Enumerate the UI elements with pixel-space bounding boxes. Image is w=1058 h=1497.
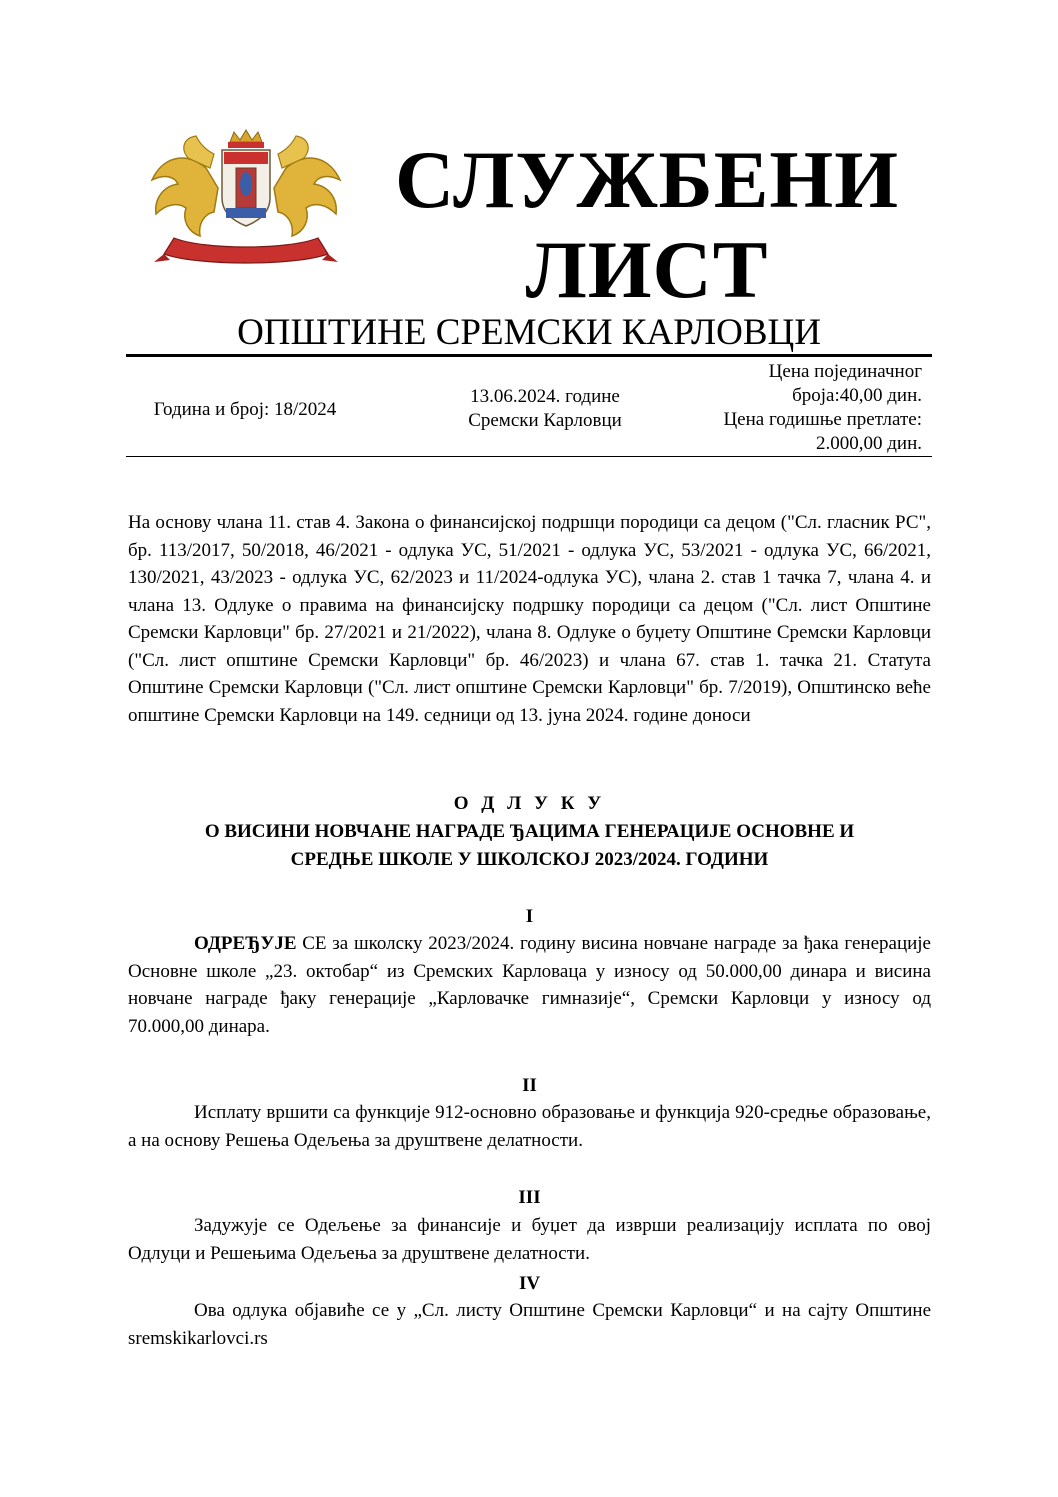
issue-year-number: Година и број: 18/2024	[153, 399, 337, 420]
header-rule-top	[126, 354, 932, 357]
header-rule-bottom	[126, 456, 932, 457]
section-1-text	[128, 930, 931, 1040]
price-annual-line1: Цена годишње претлате:	[723, 409, 922, 430]
decision-subheading-line2: СРЕДЊЕ ШКОЛЕ У ШКОЛСКОЈ 2023/2024. ГОДИНИ	[290, 849, 769, 870]
price-single-line1: Цена појединачног	[768, 361, 922, 382]
preamble-paragraph: На основу члана 11. став 4. Закона о финансијској подршци породици са децом ("Сл. гласник РС", бр. 113/2017, 50/2018, 46/2021 - одлука УС, 51/2021 - одлука УС, 53/2021 - одлука УС, 66/2021, 130/2021, 43/2023 - одлука УС, 62/2023 и 11/2024-одлука УС), члана 2. став 1 тачка 7, члана 4. и члана 13. Одлуке о правима на финансијску подршку породици са децом ("Сл. лист Општине Сремски Карловци" бр. 27/2021 и 21/2022), члана 8. Одлуке о буџету Општине Сремски Карловци ("Сл. лист општине Сремски Карловци" бр. 46/2023) и члана 67. став 1. тачка 21. Статута Општине Сремски Карловци ("Сл. лист општине Сремски Карловци" бр. 7/2019), Општинско веће општине Сремски Карловци на 149. седници од 13. јуна 2024. године доноси	[128, 512, 931, 726]
section-numeral-1: I	[525, 906, 534, 927]
section-1-lead: ОДРЕЂУЈЕ	[194, 933, 297, 954]
price-single-line2: броја:40,00 дин.	[792, 385, 922, 406]
section-numeral-2: II	[522, 1075, 537, 1096]
issue-date-place	[430, 385, 660, 433]
issue-prices	[660, 360, 922, 456]
masthead-title-line2: ЛИСТ	[525, 224, 769, 315]
masthead-title-line1: СЛУЖБЕНИ	[394, 134, 899, 225]
section-4-text: Ова одлука објавиће се у „Сл. листу Општине Сремски Карловци“ и на сајту Општине sremskikarlovci.rs	[128, 1300, 931, 1349]
decision-subheading-line1: О ВИСИНИ НОВЧАНЕ НАГРАДЕ ЂАЦИМА ГЕНЕРАЦИЈЕ ОСНОВНЕ И	[204, 821, 855, 842]
price-annual-line2: 2.000,00 дин.	[815, 433, 922, 454]
section-numeral-3: III	[518, 1187, 541, 1208]
issue-place: Сремски Карловци	[468, 410, 622, 431]
issue-date: 13.06.2024. године	[470, 386, 620, 407]
coat-of-arms-emblem	[144, 128, 348, 268]
section-numeral-4: IV	[518, 1273, 541, 1294]
section-2-text: Исплату вршити са функције 912-основно образовање и функција 920-средње образовање, а на основу Решења Одељења за друштвене делатности.	[128, 1102, 931, 1151]
decision-heading: О Д Л У К У	[453, 793, 606, 814]
section-1-body: СЕ за школску 2023/2024. годину висина новчане награде за ђака генерације Основне школе „23. октобар“ из Сремских Карловаца у износу од 50.000,00 динара и висина новчане награде ђаку генерације „Карловачке гимназије“, Сремски Карловци у износу од 70.000,00 динара.	[128, 933, 931, 1037]
section-3-text: Задужује се Одељење за финансије и буџет да изврши реализацију исплата по овој Одлуци и Решењима Одељења за друштвене делатности.	[128, 1215, 931, 1264]
masthead-subtitle: ОПШТИНЕ СРЕМСКИ КАРЛОВЦИ	[237, 312, 821, 353]
